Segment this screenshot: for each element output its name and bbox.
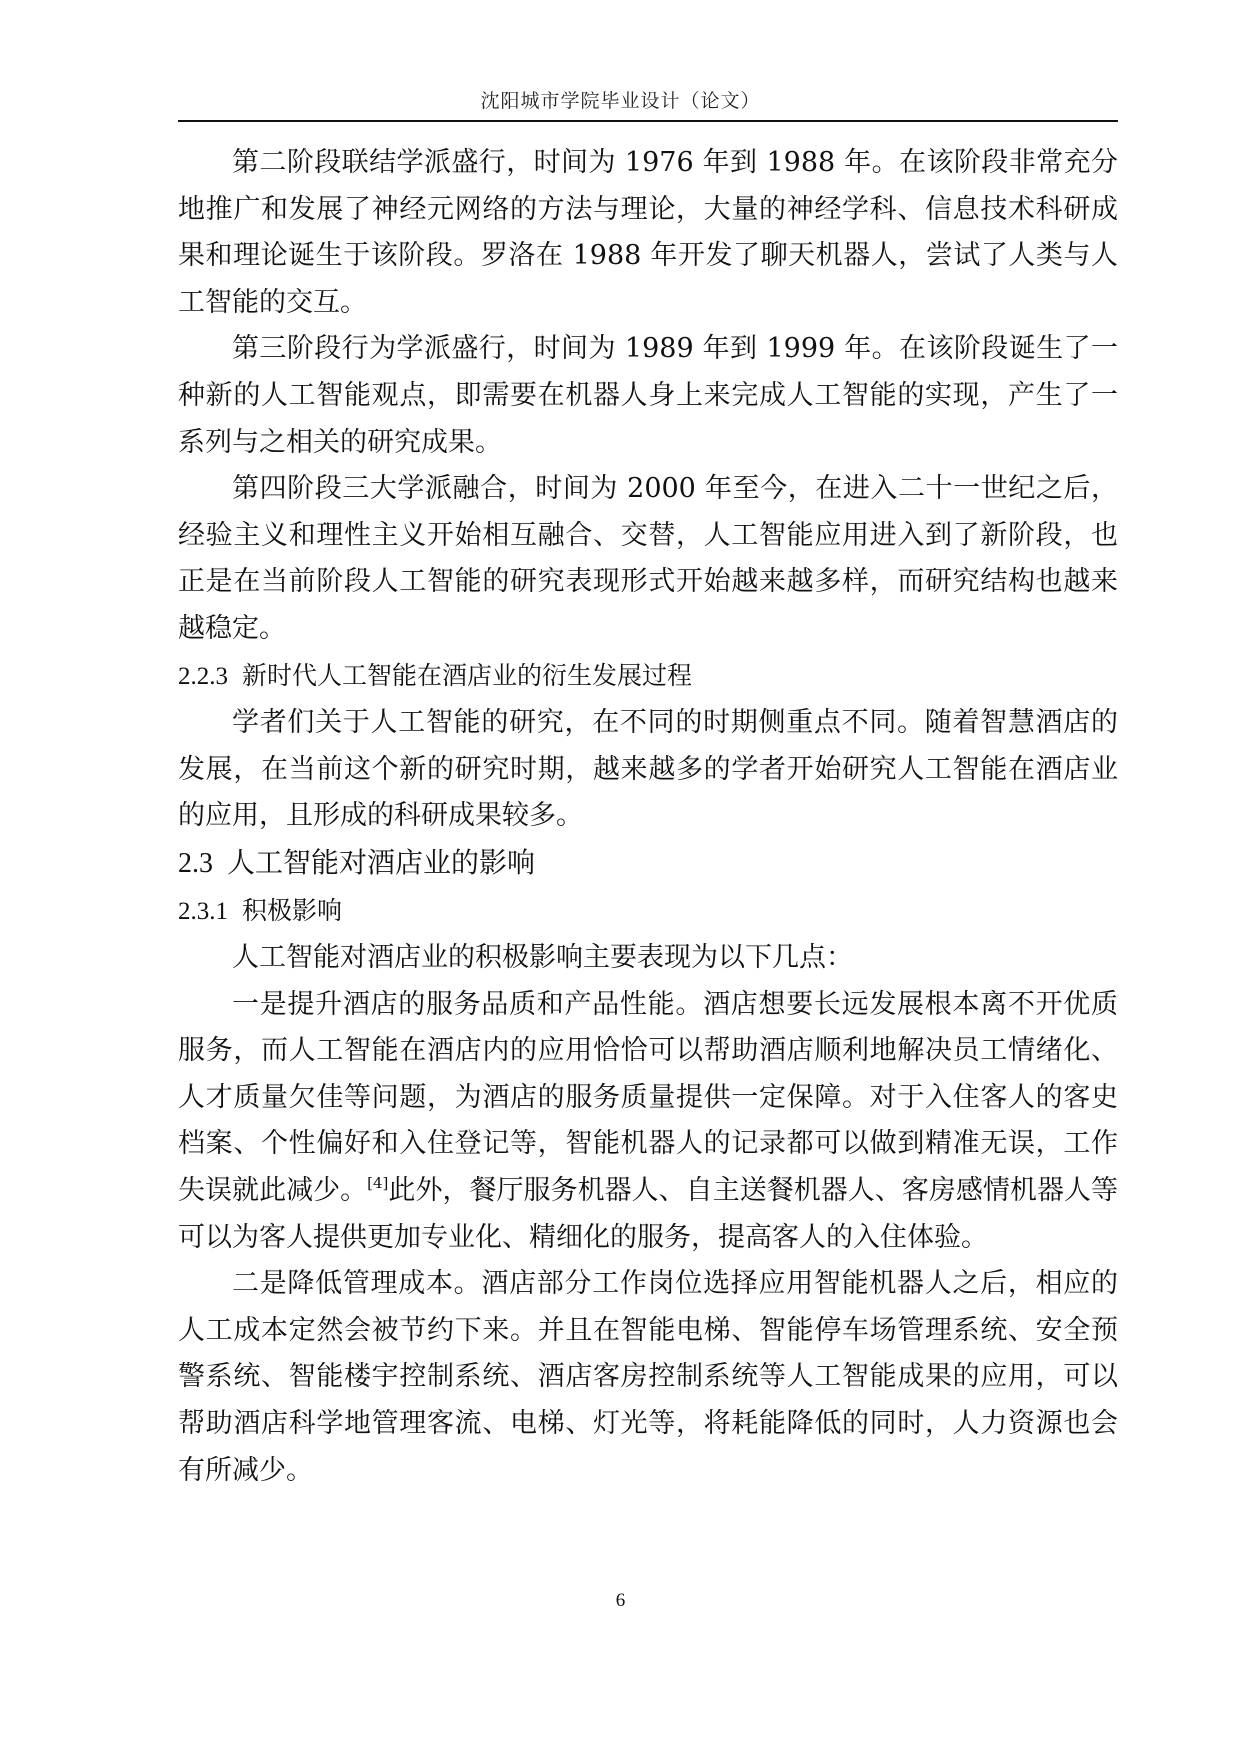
section-number: 2.2.3 bbox=[178, 662, 228, 690]
running-header: 沈阳城市学院毕业设计（论文） bbox=[480, 90, 761, 112]
section-title: 新时代人工智能在酒店业的衍生发展过程 bbox=[242, 660, 693, 690]
paragraph-service-quality bbox=[178, 982, 1118, 1262]
paragraph-cost-reduction: 二是降低管理成本。酒店部分工作岗位选择应用智能机器人之后，相应的人工成本定然会被节约下来。并且在智能电梯、智能停车场管理系统、安全预警系统、智能楼宇控制系统、酒店客房控制系统等人工智能成果的应用，可以帮助酒店科学地管理客流、电梯、灯光等，将耗能降低的同时，人力资源也会有所减少。 bbox=[178, 1268, 1118, 1486]
paragraph-text: 一是提升酒店的服务品质和产品性能。酒店想要长远发展根本离不开优质服务，而人工智能在酒店内的应用恰恰可以帮助酒店顺利地解决员工情绪化、人才质量欠佳等问题，为酒店的服务质量提供一定保障。对于入住客人的客史档案、个性偏好和入住登记等，智能机器人的记录都可以做到精准无误，工作失误就此减少。 bbox=[178, 988, 1118, 1207]
section-heading-2-3-1 bbox=[178, 888, 1118, 936]
paragraph-behaviorism: 第三阶段行为学派盛行，时间为 1989 年到 1999 年。在该阶段诞生了一种新的人工智能观点，即需要在机器人身上来完成人工智能的实现，产生了一系列与之相关的研究成果。 bbox=[178, 333, 1118, 458]
page-number: 6 bbox=[615, 1590, 626, 1611]
section-number: 2.3.1 bbox=[178, 897, 228, 925]
paragraph-positive-intro: 人工智能对酒店业的积极影响主要表现为以下几点： bbox=[232, 942, 853, 974]
page-body bbox=[178, 140, 1118, 1494]
header-divider bbox=[178, 120, 1118, 122]
paragraph-fusion: 第四阶段三大学派融合，时间为 2000 年至今，在进入二十一世纪之后，经验主义和理性主义开始相互融合、交替，人工智能应用进入到了新阶段，也正是在当前阶段人工智能的研究表现形式开始越来越多样，而研究结构也越来越稳定。 bbox=[178, 473, 1118, 644]
section-heading-2-2-3 bbox=[178, 653, 1118, 701]
section-number: 2.3 bbox=[178, 847, 213, 879]
section-title: 积极影响 bbox=[242, 895, 343, 925]
paragraph-text: 此外，餐厅服务机器人、自主送餐机器人、客房感情机器人等可以为客人提供更加专业化、精细化的服务，提高客人的入住体验。 bbox=[178, 1175, 1119, 1253]
paragraph-new-era: 学者们关于人工智能的研究，在不同的时期侧重点不同。随着智慧酒店的发展，在当前这个新的研究时期，越来越多的学者开始研究人工智能在酒店业的应用，且形成的科研成果较多。 bbox=[178, 707, 1118, 832]
section-title: 人工智能对酒店业的影响 bbox=[227, 845, 536, 879]
section-heading-2-3 bbox=[178, 840, 1118, 888]
citation-reference: [4] bbox=[367, 1174, 389, 1193]
paragraph-connectionism: 第二阶段联结学派盛行，时间为 1976 年到 1988 年。在该阶段非常充分地推广和发展了神经元网络的方法与理论，大量的神经学科、信息技术科研成果和理论诞生于该阶段。罗洛在 1988 年开发了聊天机器人，尝试了人类与人工智能的交互。 bbox=[178, 147, 1118, 318]
